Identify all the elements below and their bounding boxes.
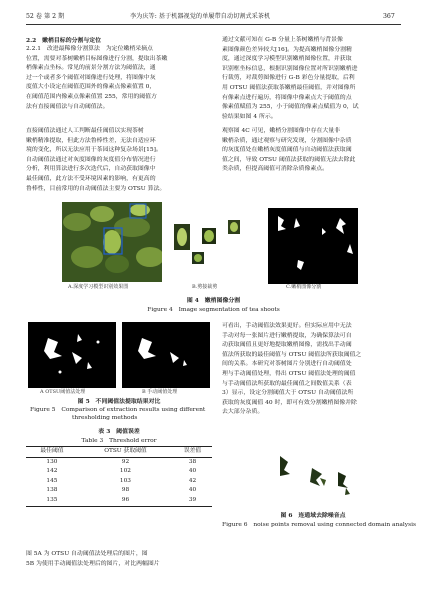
text-line: 与手动阈值法所获取的最佳阈值之间数值关系（表	[222, 380, 352, 387]
text-line: 像素值赋值为 255，小于阈值的像素点赋值为 0，试	[222, 104, 359, 111]
text-line: 的灰度值处在嫩梢灰度值阈值与自动阈值法获取阈	[222, 147, 352, 154]
text-line: 值法所获取的最佳阈值与 OTSU 阈值法所获取阈值之	[222, 351, 362, 358]
page-number: 367	[383, 13, 395, 20]
figure4-sub-c: C.嫩梢图像分割	[286, 284, 322, 290]
table-cell: 135	[26, 496, 78, 506]
text-line: 分析，利用算法进行多次迭代后，自动获取图像中	[26, 166, 156, 173]
table-cell: 92	[121, 458, 130, 465]
text-line: 直接阈值法通过人工判断最佳阈值以实现茶树	[26, 128, 144, 134]
text-line: 境的变化，所以无法应用于茶园这种复杂场景[15]。	[26, 147, 162, 154]
text-line: 类杂质，但提高阈值可消除杂质像素点。	[222, 166, 329, 173]
table-header-error: 误差值	[173, 447, 212, 458]
right-paragraph-mid	[222, 322, 404, 418]
text-line: 间的关系。本研究对茶树图片分别进行自动阈值处	[222, 361, 352, 368]
table3-caption-en: Table 3 Threshold error	[81, 438, 157, 444]
table-cell: 39	[173, 496, 212, 506]
noise-removed-mask	[256, 448, 374, 510]
figure5-caption-en-2: thresholding methods	[72, 415, 138, 421]
text-line: 动获取阈值且更好地提取嫩梢图像，需找出手动阈	[222, 342, 352, 349]
figure6-caption-en: Figure 6 noise points removal using connected domain analysis	[222, 522, 417, 528]
table-cell: 138	[46, 487, 58, 494]
figure5-caption-cn: 图 5 不同阈值法提取结果对比	[77, 398, 161, 405]
table-cell: 42	[188, 477, 197, 484]
figure6-image	[256, 448, 374, 510]
figure4-image-a	[62, 202, 162, 282]
text-line: 图 5A 为 OTSU 自动阈值法处理后的图片，图	[26, 551, 148, 557]
figure5-image-a	[28, 322, 116, 388]
text-line: 3）显示，设定分割阈值大于 OTSU 自动阈值法所	[222, 390, 354, 397]
table-cell: 40	[188, 487, 197, 494]
table-row	[26, 457, 212, 467]
table-row	[26, 496, 212, 506]
figure4-image-c	[268, 208, 358, 284]
manual-threshold-mask	[122, 322, 210, 388]
text-line: 有像素点进行遍历，将图像中像素点大于阈值的点	[222, 94, 352, 101]
table-cell: 98	[121, 487, 130, 494]
text-line: 梢像素点坐标。常见的前景分割方法为阈值法，通	[26, 65, 156, 72]
text-line: 验结果如图 4 所示。	[222, 113, 277, 120]
table-cell: 38	[188, 458, 197, 465]
header-rule	[26, 24, 401, 25]
table-row	[26, 467, 212, 477]
text-line: 用 OTSU 阈值法获取茶嫩梢最佳阈值，并对图像所	[222, 84, 356, 91]
table-cell: 103	[119, 477, 131, 484]
figure4-caption-en: Figure 4 Image segmentation of tea shoots	[147, 307, 280, 313]
table-cell: 145	[46, 477, 58, 484]
figure4-sub-a: A.深度学习模型识别效果图	[68, 284, 129, 290]
text-line: 度值大小设定在阈值范围外的像素点像素值置 0，	[26, 84, 156, 91]
figure5-sub-b: B 手动阈值处理	[142, 389, 178, 395]
text-line: 法有直接阈值法与自动阈值法。	[26, 103, 109, 110]
table-header-otsu: OTSU 获取阈值	[78, 447, 173, 458]
segmentation-mask	[268, 208, 358, 284]
text-line: 观察图 4C 可见，嫩梢分割图像中存在大量非	[222, 128, 341, 134]
section-title: 2.2 嫩梢目标的分割与定位	[26, 37, 102, 44]
text-line: 行裁剪，对裁剪图像进行 G-B 彩色分量提取，后利	[222, 75, 355, 82]
text-line: 理与手动阈值处理，得出 OTSU 阈值法处理的阈值	[222, 370, 356, 377]
figure4-sub-b: B.剪接裁剪	[192, 284, 218, 290]
text-line: 度，通过深度学习模型识别嫩梢图像位置，并获取	[222, 56, 352, 63]
text-line: 手动对每一张图片进行嫩梢提取，为确保算法可自	[222, 332, 352, 339]
text-line: 在阈值范围内像素点像素值置 255，常用的阈值方	[26, 93, 157, 100]
text-line: 2.2.1 改进最稀像分割算法 为定位嫩梢采摘点	[26, 46, 153, 52]
text-line: 自动阈值法通过对灰度图像的灰度值分布情况进行	[26, 156, 156, 163]
table-cell: 142	[46, 468, 58, 475]
text-line: 位置，需要对茶树嫩梢目标图像进行分割，提取出茶嫩	[26, 55, 168, 62]
figure4-caption-cn: 图 4 嫩梢图像分割	[186, 297, 241, 304]
right-paragraph-2	[222, 127, 404, 175]
table-cell: 40	[188, 468, 197, 475]
table-row	[26, 477, 212, 487]
table-cell: 102	[119, 468, 131, 475]
figure5-sub-a: A OTSU阈值法处理	[40, 389, 86, 395]
table-cell: 130	[46, 458, 58, 465]
text-line: 最佳阈值，此方法不受环境因素的影响，有更高的	[26, 175, 156, 182]
right-paragraph-1	[222, 36, 404, 122]
text-line: 可看出，手动阈值法效果更好。但实际应用中无法	[222, 323, 352, 329]
threshold-error-table	[26, 446, 212, 507]
left-paragraph-2	[26, 127, 208, 194]
text-line: 5B 为使用手动阈值法处理后的图片，对比两幅图片	[26, 560, 160, 567]
text-line: 嫩梢精准提取，但此方法鲁棒性差，无法自适应环	[26, 137, 156, 144]
text-line: 素图像颜色差异较大[16]。为提高嫩梢图像分割精	[222, 46, 352, 53]
table-cell: 96	[78, 496, 173, 506]
table-header-optimal: 最佳阈值	[26, 447, 78, 458]
table3-caption-cn: 表 3 阈值误差	[98, 428, 140, 435]
page-header-volume: 52 卷 第 2 期	[26, 13, 65, 20]
page-header-title: 李为庆等: 基于机器视觉的单履带自动切割式采茶机	[130, 13, 271, 20]
tea-plant-photo	[62, 202, 162, 282]
figure5-image-b	[122, 322, 210, 388]
figure4-image-b	[172, 204, 242, 276]
text-line: 值之间，导致 OTSU 阈值法获取的阈值无法去除此	[222, 156, 356, 163]
text-line: 通过文献可知在 G-B 分量上茶树嫩梢与背景像	[222, 37, 343, 43]
cropped-shoots	[172, 204, 242, 276]
figure5-caption-en-1: Figure 5 Comparison of extraction results using different	[30, 407, 206, 413]
otsu-result-mask	[28, 322, 116, 388]
text-line: 嫩梢杂质，通过观察与研究发现，分割图像中杂质	[222, 137, 352, 144]
text-line: 去大部分杂质。	[222, 409, 264, 416]
left-paragraph-1	[26, 45, 208, 112]
text-line: 识别框坐标信息，根据识别图像位置对所识别嫩梢进	[222, 65, 358, 72]
left-paragraph-bottom	[26, 550, 212, 569]
text-line: 获取的灰度阈值 40 时，即可有效分割嫩梢图像并除	[222, 399, 357, 406]
text-line: 鲁棒性，目前常用的自动阈值法主要为 OTSU 算法。	[26, 185, 166, 192]
text-line: 过一个或者多个阈值对图像进行处理，将图像中灰	[26, 74, 156, 81]
table-row	[26, 486, 212, 496]
figure6-caption-cn: 图 6 连通域去除噪音点	[280, 512, 346, 519]
